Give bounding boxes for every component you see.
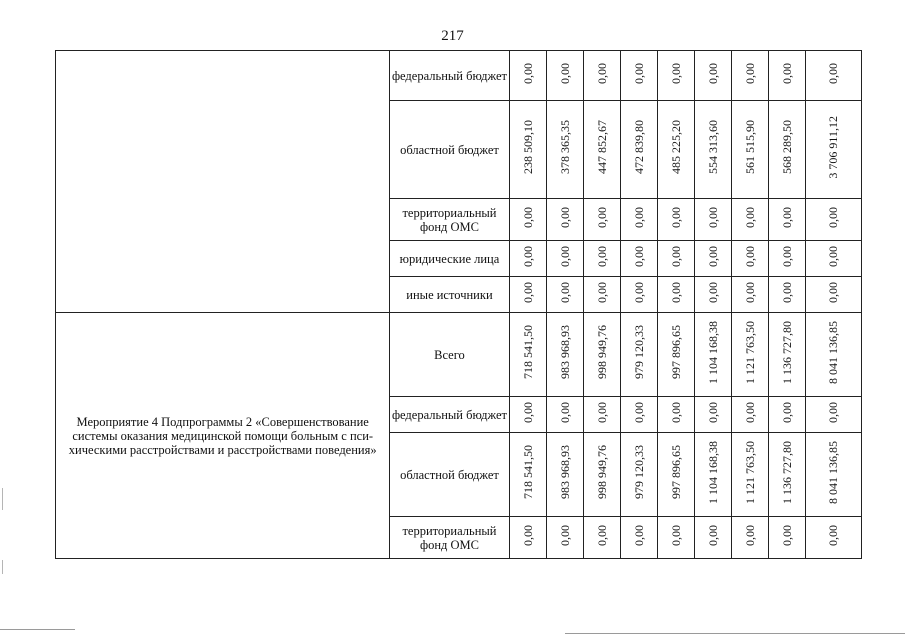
amount-cell	[583, 313, 620, 397]
amount-cell	[731, 517, 768, 559]
funding-source-cell: областной бюджет	[390, 433, 509, 517]
amount-cell	[657, 433, 694, 517]
amount-cell	[694, 51, 731, 101]
amount-value: 0,00	[742, 62, 757, 84]
amount-cell	[731, 51, 768, 101]
amount-value: 8 041 136,85	[826, 320, 841, 384]
amount-cell	[620, 51, 657, 101]
amount-value: 0,00	[557, 281, 572, 303]
amount-cell	[805, 51, 861, 101]
amount-cell	[731, 313, 768, 397]
amount-value: 378 365,35	[557, 120, 572, 174]
amount-cell	[805, 397, 861, 433]
scan-edge-mark	[2, 560, 3, 574]
amount-value: 997 896,65	[668, 445, 683, 499]
funding-source-cell: федеральный бюджет	[390, 51, 509, 101]
amount-cell	[620, 277, 657, 313]
amount-cell	[694, 517, 731, 559]
amount-cell	[546, 241, 583, 277]
amount-value: 447 852,67	[594, 120, 609, 174]
amount-value: 979 120,33	[631, 325, 646, 379]
amount-value: 0,00	[594, 245, 609, 267]
amount-cell	[694, 433, 731, 517]
amount-cell	[620, 199, 657, 241]
funding-source-cell: территориальный фонд ОМС	[390, 517, 509, 559]
amount-cell	[509, 397, 546, 433]
funding-table	[55, 50, 862, 559]
amount-cell	[583, 433, 620, 517]
amount-cell	[546, 313, 583, 397]
amount-cell	[620, 313, 657, 397]
amount-value: 0,00	[705, 245, 720, 267]
amount-value: 1 121 763,50	[742, 320, 757, 384]
amount-cell	[768, 101, 805, 199]
amount-value: 0,00	[520, 401, 535, 423]
amount-value: 1 136 727,80	[779, 440, 794, 504]
amount-cell	[731, 433, 768, 517]
amount-value: 472 839,80	[631, 120, 646, 174]
amount-value: 0,00	[594, 524, 609, 546]
amount-cell	[768, 277, 805, 313]
scan-edge-line	[565, 633, 905, 634]
amount-cell	[768, 241, 805, 277]
amount-cell	[546, 51, 583, 101]
amount-cell	[583, 241, 620, 277]
amount-value: 0,00	[779, 245, 794, 267]
amount-cell	[546, 517, 583, 559]
amount-value: 0,00	[742, 401, 757, 423]
amount-cell	[509, 51, 546, 101]
amount-cell	[546, 101, 583, 199]
amount-cell	[546, 277, 583, 313]
amount-cell	[509, 101, 546, 199]
amount-cell	[583, 51, 620, 101]
funding-source-cell: юридические лица	[390, 241, 509, 277]
amount-value: 554 313,60	[705, 120, 720, 174]
amount-value: 998 949,76	[594, 445, 609, 499]
amount-cell	[620, 517, 657, 559]
amount-value: 983 968,93	[557, 445, 572, 499]
amount-cell	[509, 313, 546, 397]
amount-value: 0,00	[826, 206, 841, 228]
amount-cell	[583, 199, 620, 241]
amount-value: 1 136 727,80	[779, 320, 794, 384]
amount-cell	[657, 313, 694, 397]
funding-source-cell: иные источники	[390, 277, 509, 313]
amount-value: 0,00	[705, 62, 720, 84]
amount-cell	[768, 199, 805, 241]
amount-value: 1 104 168,38	[705, 440, 720, 504]
amount-cell	[805, 517, 861, 559]
amount-cell	[546, 397, 583, 433]
amount-value: 0,00	[594, 62, 609, 84]
amount-cell	[509, 433, 546, 517]
amount-value: 0,00	[594, 281, 609, 303]
amount-cell	[768, 397, 805, 433]
amount-value: 0,00	[779, 281, 794, 303]
amount-value: 1 121 763,50	[742, 440, 757, 504]
amount-cell	[509, 277, 546, 313]
table-row	[56, 51, 862, 101]
amount-cell	[583, 517, 620, 559]
funding-source-cell: федеральный бюджет	[390, 397, 509, 433]
amount-value: 0,00	[557, 62, 572, 84]
amount-value: 0,00	[826, 245, 841, 267]
amount-cell	[509, 517, 546, 559]
amount-value: 0,00	[520, 281, 535, 303]
amount-value: 0,00	[668, 524, 683, 546]
amount-value: 0,00	[826, 401, 841, 423]
amount-value: 718 541,50	[520, 325, 535, 379]
amount-value: 0,00	[668, 401, 683, 423]
amount-cell	[768, 313, 805, 397]
funding-source-cell: областной бюджет	[390, 101, 509, 199]
amount-cell	[620, 241, 657, 277]
amount-cell	[694, 313, 731, 397]
amount-value: 0,00	[631, 281, 646, 303]
amount-value: 0,00	[557, 401, 572, 423]
funding-source-cell: территориальный фонд ОМС	[390, 199, 509, 241]
amount-value: 485 225,20	[668, 120, 683, 174]
measure-cell: Мероприятие 4 Подпрограммы 2 «Совершенствование системы оказания медицинской помощи больным с пси-хическими расстройствами и расстройствами поведения»	[56, 313, 390, 559]
amount-cell	[657, 51, 694, 101]
amount-value: 0,00	[631, 62, 646, 84]
amount-cell	[546, 433, 583, 517]
amount-value: 568 289,50	[779, 120, 794, 174]
amount-value: 0,00	[779, 206, 794, 228]
amount-value: 979 120,33	[631, 445, 646, 499]
amount-value: 0,00	[631, 245, 646, 267]
amount-cell	[694, 241, 731, 277]
amount-value: 0,00	[594, 206, 609, 228]
amount-value: 0,00	[557, 206, 572, 228]
amount-value: 0,00	[779, 401, 794, 423]
amount-value: 0,00	[705, 281, 720, 303]
amount-cell	[694, 101, 731, 199]
amount-value: 0,00	[826, 524, 841, 546]
amount-cell	[657, 397, 694, 433]
amount-cell	[509, 241, 546, 277]
amount-value: 561 515,90	[742, 120, 757, 174]
amount-cell	[805, 277, 861, 313]
amount-cell	[620, 433, 657, 517]
amount-value: 0,00	[631, 524, 646, 546]
amount-value: 1 104 168,38	[705, 320, 720, 384]
amount-value: 0,00	[557, 245, 572, 267]
amount-value: 0,00	[705, 524, 720, 546]
amount-cell	[546, 199, 583, 241]
amount-cell	[731, 277, 768, 313]
amount-value: 0,00	[631, 206, 646, 228]
amount-value: 0,00	[742, 524, 757, 546]
amount-cell	[583, 397, 620, 433]
amount-cell	[731, 199, 768, 241]
amount-cell	[620, 101, 657, 199]
amount-cell	[805, 101, 861, 199]
amount-value: 0,00	[826, 62, 841, 84]
amount-value: 0,00	[557, 524, 572, 546]
amount-value: 0,00	[668, 62, 683, 84]
amount-value: 0,00	[520, 245, 535, 267]
amount-value: 0,00	[742, 281, 757, 303]
amount-value: 0,00	[520, 524, 535, 546]
amount-value: 8 041 136,85	[826, 440, 841, 504]
amount-value: 238 509,10	[520, 120, 535, 174]
amount-value: 3 706 911,12	[826, 115, 841, 179]
amount-cell	[805, 241, 861, 277]
amount-value: 998 949,76	[594, 325, 609, 379]
amount-value: 0,00	[705, 206, 720, 228]
amount-cell	[657, 517, 694, 559]
amount-cell	[768, 433, 805, 517]
amount-cell	[805, 433, 861, 517]
amount-cell	[583, 101, 620, 199]
amount-cell	[620, 397, 657, 433]
measure-cell	[56, 51, 390, 313]
amount-cell	[509, 199, 546, 241]
amount-value: 0,00	[594, 401, 609, 423]
amount-value: 0,00	[705, 401, 720, 423]
amount-cell	[694, 199, 731, 241]
table-row	[56, 313, 862, 397]
page-number: 217	[441, 28, 464, 44]
amount-value: 0,00	[779, 524, 794, 546]
amount-cell	[657, 101, 694, 199]
amount-value: 0,00	[742, 245, 757, 267]
amount-value: 0,00	[631, 401, 646, 423]
amount-value: 983 968,93	[557, 325, 572, 379]
amount-cell	[657, 241, 694, 277]
amount-cell	[731, 397, 768, 433]
scan-edge-line	[0, 629, 75, 630]
amount-cell	[805, 313, 861, 397]
amount-value: 0,00	[668, 206, 683, 228]
amount-value: 0,00	[520, 206, 535, 228]
funding-source-cell: Всего	[390, 313, 509, 397]
amount-cell	[657, 277, 694, 313]
amount-value: 0,00	[520, 62, 535, 84]
amount-cell	[768, 51, 805, 101]
amount-value: 718 541,50	[520, 445, 535, 499]
amount-cell	[805, 199, 861, 241]
amount-cell	[731, 241, 768, 277]
amount-cell	[694, 277, 731, 313]
amount-cell	[583, 277, 620, 313]
amount-cell	[731, 101, 768, 199]
amount-value: 997 896,65	[668, 325, 683, 379]
amount-cell	[657, 199, 694, 241]
amount-cell	[694, 397, 731, 433]
amount-value: 0,00	[742, 206, 757, 228]
amount-value: 0,00	[826, 281, 841, 303]
amount-value: 0,00	[668, 281, 683, 303]
amount-value: 0,00	[779, 62, 794, 84]
scan-edge-mark	[2, 488, 3, 510]
amount-value: 0,00	[668, 245, 683, 267]
amount-cell	[768, 517, 805, 559]
